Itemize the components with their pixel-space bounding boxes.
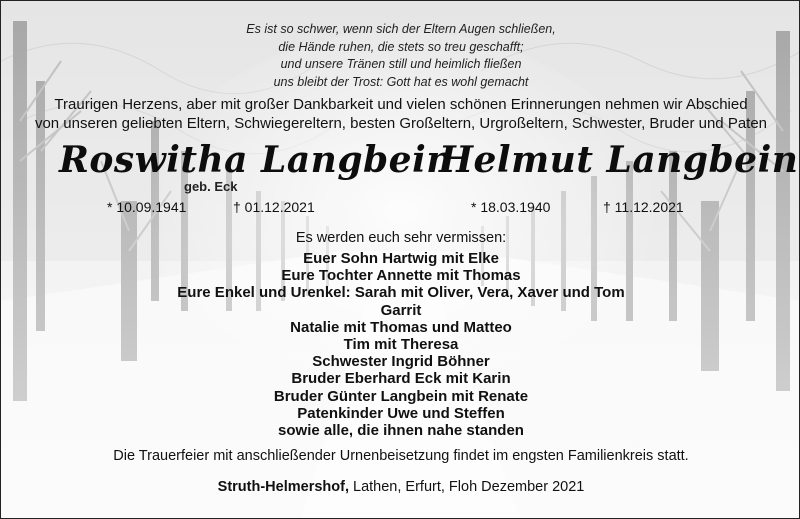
birth-date-right: * 18.03.1940 [471,199,551,215]
mourner-line: Patenkinder Uwe und Steffen [297,404,505,422]
mourner-line: Eure Enkel und Urenkel: Sarah mit Oliver, Vera, Xaver und Tom [177,284,625,302]
place-main: Struth-Helmershof, [217,479,349,495]
poem-line: uns bleibt der Trost: Gott hat es wohl gemacht [273,74,529,89]
deceased-name-right: Helmut Langbein [439,139,799,181]
intro-text [1,96,800,133]
mourner-line: Euer Sohn Hartwig mit Elke [303,250,499,267]
intro-line: Traurigen Herzens, aber mit großer Dankbarkeit und vielen schönen Erinnerungen nehmen wir Abschied [54,96,748,113]
poem-line: Es ist so schwer, wenn sich der Eltern Augen schließen, [246,22,556,36]
maiden-name: geb. Eck [184,179,238,194]
birth-date-left: * 10.09.1941 [107,199,187,215]
mourners-list [1,250,800,439]
mourner-line: Schwester Ingrid Böhner [312,353,490,371]
mourner-line: Tim mit Theresa [343,336,459,354]
place-and-date [1,479,800,495]
mourner-line: Natalie mit Thomas und Matteo [290,318,512,336]
mourner-line: Bruder Günter Langbein mit Renate [273,387,529,405]
poem-line: und unsere Tränen still und heimlich fließen [280,57,522,71]
deceased-name-left: Roswitha Langbein [59,139,453,181]
mourners-heading: Es werden euch sehr vermissen: [295,230,507,246]
mourner-line: sowie alle, die ihnen nahe standen [278,422,524,440]
poem [1,21,800,91]
mourner-line: Garrit [380,301,422,319]
mourner-line: Eure Tochter Annette mit Thomas [281,267,521,285]
place-rest: Lathen, Erfurt, Floh Dezember 2021 [348,479,585,495]
intro-line: von unseren geliebten Eltern, Schwiegereltern, besten Großeltern, Urgroßeltern, Schwester, Bruder und Paten [34,114,768,132]
death-date-left: † 01.12.2021 [233,199,315,215]
mourner-line: Bruder Eberhard Eck mit Karin [291,370,511,388]
funeral-note: Die Trauerfeier mit anschließender Urnenbeisetzung findet im engsten Familienkreis statt. [113,448,689,464]
death-date-right: † 11.12.2021 [603,199,684,215]
poem-line: die Hände ruhen, die stets so treu geschafft; [278,39,524,54]
